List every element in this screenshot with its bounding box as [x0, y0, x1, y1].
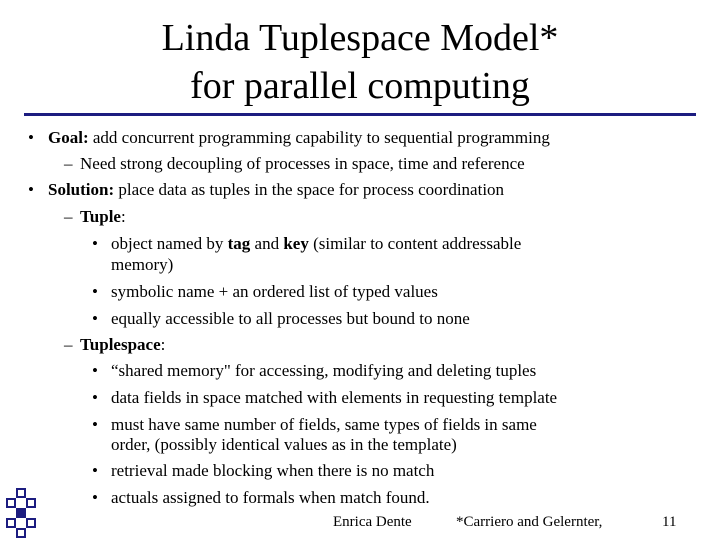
bullet-icon: •: [28, 180, 34, 199]
goal-subitem: Need strong decoupling of processes in space, time and reference: [80, 154, 525, 173]
bullet-icon: •: [92, 309, 98, 328]
tuple-heading: [80, 207, 126, 227]
university-logo: [6, 488, 36, 540]
bullet-icon: •: [92, 282, 98, 301]
dash-icon: –: [64, 154, 73, 173]
bullet-icon: •: [92, 461, 98, 480]
tuplespace-colon: :: [160, 335, 166, 354]
tag-term: tag: [227, 234, 251, 253]
goal-text: add concurrent programming capability to sequential programming: [88, 128, 550, 147]
title-line-1: Linda Tuplespace Model*: [161, 17, 559, 59]
tuple-item-1-text-a: object named by: [111, 234, 228, 253]
tuplespace-item-3: must have same number of fields, same types of fields in same: [111, 415, 537, 434]
solution-item: [48, 180, 504, 200]
title-divider: [24, 113, 696, 116]
tuplespace-item-1: “shared memory" for accessing, modifying and deleting tuples: [111, 361, 537, 380]
solution-label: Solution:: [48, 180, 115, 199]
dash-icon: –: [64, 207, 73, 226]
tuple-colon: :: [120, 207, 126, 226]
slide-title: [0, 14, 720, 110]
bullet-icon: •: [92, 361, 98, 380]
footer-credit: *Carriero and Gelernter,: [456, 514, 603, 530]
bullet-icon: •: [92, 488, 98, 507]
tuple-item-1-text-b: and: [250, 234, 284, 253]
tuple-item-1-continuation: memory): [111, 255, 174, 274]
goal-item: [48, 128, 550, 148]
page-number: 11: [662, 514, 677, 530]
key-term: key: [283, 234, 309, 253]
tuple-label: Tuple: [80, 207, 121, 226]
bullet-icon: •: [92, 388, 98, 407]
title-line-2: for parallel computing: [190, 65, 530, 107]
tuple-item-2: symbolic name + an ordered list of typed values: [111, 282, 438, 301]
tuplespace-item-3-continuation: order, (possibly identical values as in the template): [111, 435, 457, 454]
bullet-icon: •: [92, 415, 98, 434]
tuple-item-1-text-c: (similar to content addressable: [308, 234, 522, 253]
dash-icon: –: [64, 335, 73, 354]
tuple-item-1: [111, 234, 521, 254]
tuplespace-item-5: actuals assigned to formals when match found.: [111, 488, 430, 507]
footer-author: Enrica Dente: [333, 514, 412, 530]
bullet-icon: •: [92, 234, 98, 253]
tuplespace-item-2: data fields in space matched with elements in requesting template: [111, 388, 558, 407]
tuplespace-heading: [80, 335, 165, 355]
bullet-icon: •: [28, 128, 34, 147]
tuplespace-label: Tuplespace: [80, 335, 161, 354]
goal-label: Goal:: [48, 128, 89, 147]
solution-text: place data as tuples in the space for process coordination: [114, 180, 505, 199]
tuplespace-item-4: retrieval made blocking when there is no match: [111, 461, 435, 480]
tuple-item-3: equally accessible to all processes but bound to none: [111, 309, 470, 328]
